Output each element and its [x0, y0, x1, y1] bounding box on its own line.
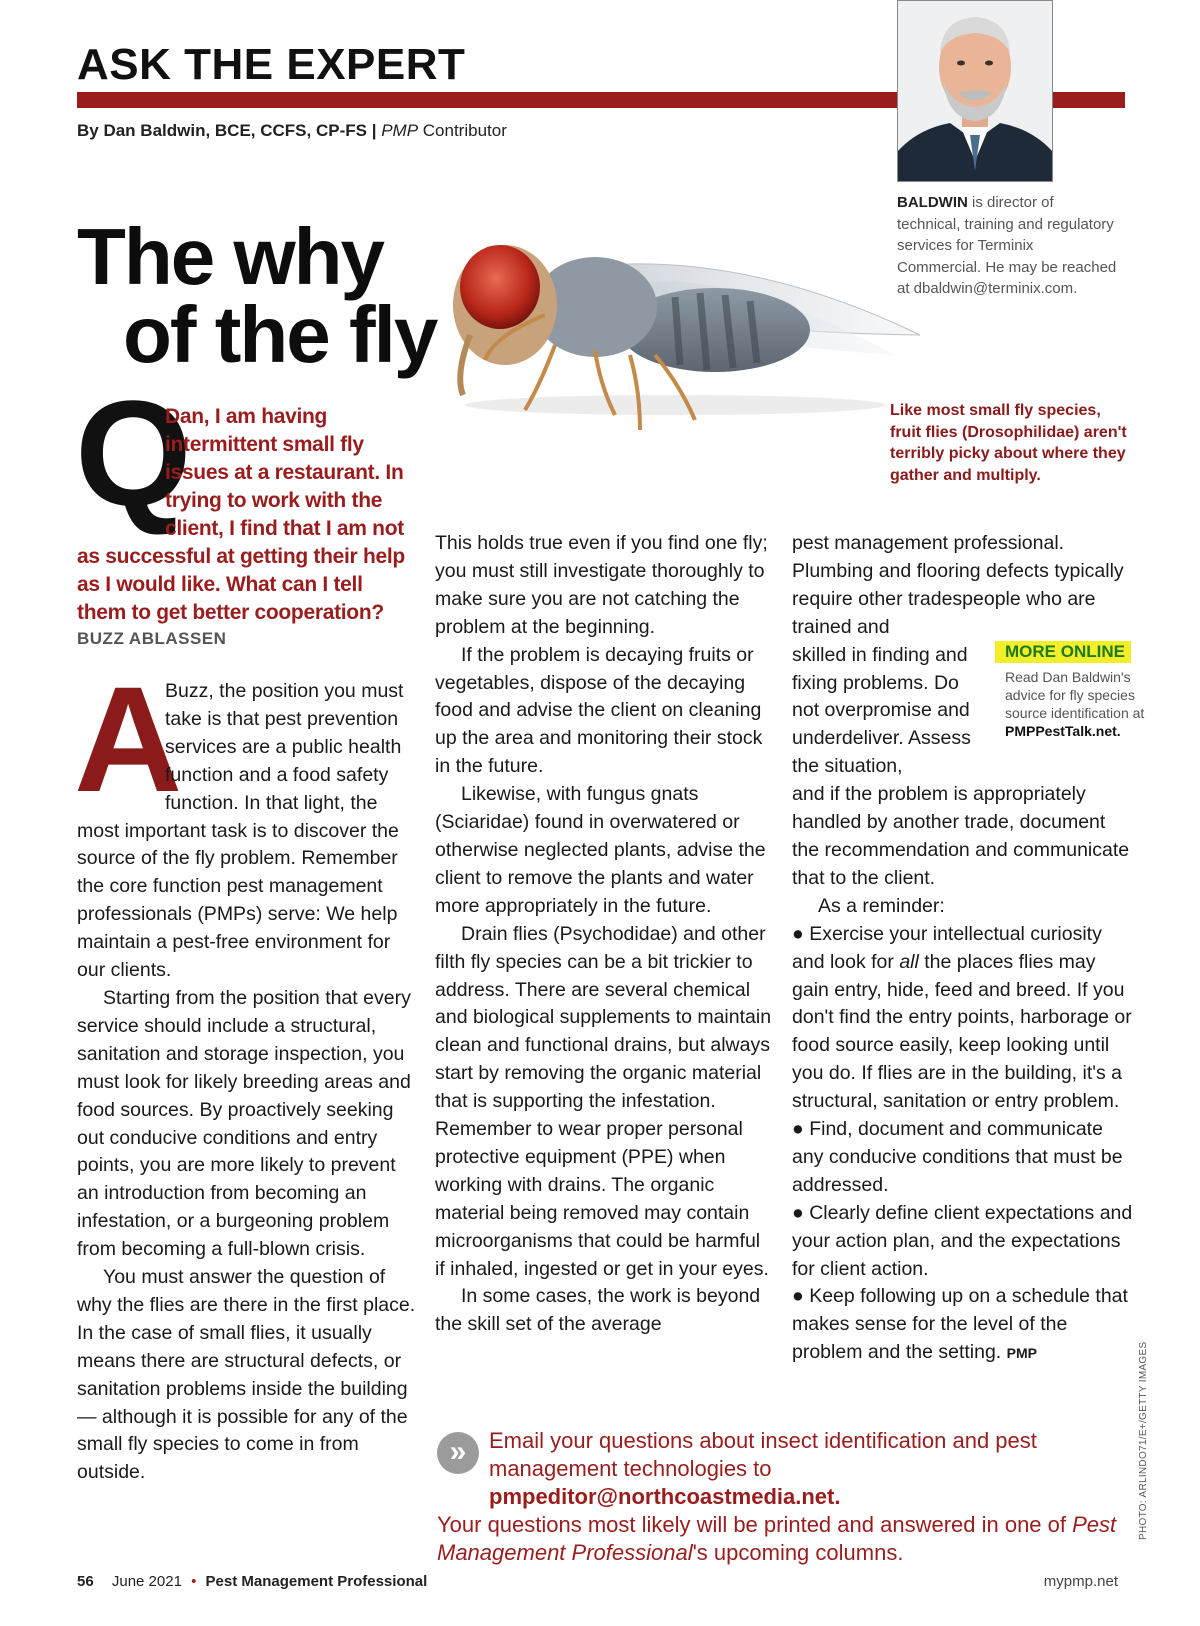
headline-line-1: The why — [77, 212, 384, 301]
fruit-fly-illustration — [425, 215, 925, 445]
email-line-a: Email your questions about insect identification and pest management technologies to pmpeditor@northcoastmedia.net. — [489, 1428, 1037, 1509]
question-dropcap: Q — [75, 369, 192, 537]
footer-site[interactable]: mypmp.net — [1043, 1573, 1118, 1590]
answer-col2-p5: In some cases, the work is beyond the skill set of the average — [435, 1285, 761, 1336]
answer-col2-p3: Likewise, with fungus gnats (Sciaridae) found in overwatered or otherwise neglected plants, advise the client to remove the plants and water more appropriately in the future. — [435, 783, 766, 917]
answer-col3-p1b: and if the problem is appropriately handled by another trade, document the recommendation and communicate that to the client. — [792, 783, 1130, 889]
answer-col1-first: Buzz, the position you must take is that pest prevention services are a public health function and a food safety function. In that light, the — [165, 680, 404, 814]
answer-col2-p2: If the problem is decaying fruits or vegetables, dispose of the decaying food and advise the client on cleaning up the area and monitoring their stock in the future. — [435, 643, 763, 778]
image-caption: Like most small fly species, fruit flies (Drosophilidae) aren't terribly picky about where they gather and multiply. — [890, 402, 1127, 484]
more-online-text: Read Dan Baldwin's advice for fly species source identification at PMPPestTalk.net. — [1005, 669, 1145, 739]
double-chevron-icon: » — [437, 1432, 479, 1474]
author-portrait-image — [898, 1, 1052, 181]
photo-credit: PHOTO: ARLINDO71/E+/GETTY IMAGES — [1138, 1341, 1149, 1540]
question-text — [77, 403, 417, 627]
answer-col3-reminder: As a reminder: — [818, 894, 945, 917]
issue-date: June 2021 — [111, 1573, 182, 1590]
page-number: 56 — [77, 1573, 94, 1590]
author-headshot — [897, 0, 1053, 182]
email-pub-name: Pest Management Professional — [437, 1512, 1117, 1565]
reminder-bullet-1: ● Exercise your intellectual curiosity and look for all the places flies may gain entry, hide, feed and breed. If you don't find the entry points, harborage or food source easily, keep looking until you do. If flies are in the building, it's a structural, sanitation or entry problem. — [792, 921, 1137, 1116]
email-questions-box — [437, 1427, 1117, 1567]
byline-role: Contributor — [422, 121, 507, 140]
more-online-title: MORE ONLINE — [995, 641, 1131, 663]
email-address-link[interactable]: pmpeditor@northcoastmedia.net. — [489, 1484, 841, 1509]
footer-folio — [77, 1573, 427, 1590]
answer-col1-p2: Starting from the position that every service should include a structural, sanitation and storage inspection, you must look for likely breeding areas and food sources. By proactively seeking out conducive conditions and entry points, you are more likely to prevent an introduction from becoming an infestation, or a burgeoning problem from becoming a full-blown crisis. — [77, 986, 411, 1261]
footer-bullet: • — [191, 1573, 197, 1590]
answer-col1-p3: You must answer the question of why the flies are there in the first place. In the case of small flies, it usually means there are structural defects, or sanitation problems inside the building — although it is possible for any of the small fly species to come in from outside. — [77, 1266, 416, 1484]
reminder-bullet-2: ● Find, document and communicate any conducive conditions that must be addressed. — [792, 1116, 1137, 1200]
more-online-box — [995, 641, 1145, 740]
reminder-bullet-3: ● Clearly define client expectations and your action plan, and the expectations for client action. — [792, 1200, 1137, 1284]
fruit-fly-image — [425, 215, 925, 445]
email-line-c: 's upcoming columns. — [692, 1540, 904, 1565]
answer-col1-cont: most important task is to discover the source of the fly problem. Remember the core function pest management professionals (PMPs) serve: We help maintain a pest-free environment for our clients. — [77, 819, 399, 982]
answer-column-1 — [77, 678, 417, 1487]
more-online-link[interactable]: PMPPestTalk.net. — [1005, 723, 1121, 739]
answer-col2-p1: This holds true even if you find one fly; you must still investigate thoroughly to make sure you are not catching the problem at the beginning. — [435, 532, 768, 638]
byline-pub: PMP — [381, 121, 419, 140]
footer-publication: Pest Management Professional — [205, 1573, 428, 1590]
end-mark: PMP — [1006, 1345, 1037, 1362]
article-headline — [77, 212, 437, 379]
answer-dropcap: A — [74, 655, 183, 823]
headline-line-2: of the fly — [123, 290, 437, 379]
answer-col2-p4: Drain flies (Psychodidae) and other filth fly species can be a bit trickier to address. There are several chemical and biological supplements to maintain clean and functional drains, but always start by removing the organic material that is supporting the infestation. Remember to wear proper personal protective equipment (PPE) when working with drains. The organic material being removed may contain microorganisms that could be harmful if inhaled, ingested or get in your eyes. — [435, 922, 772, 1280]
email-line-b: Your questions most likely will be printed and answered in one of — [437, 1512, 1066, 1537]
bio-text: is director of technical, training and regulatory services for Terminix Commercial. He may be reached at dbaldwin@terminix.com. — [897, 194, 1117, 297]
reminder-bullet-4: ● Keep following up on a schedule that makes sense for the level of the problem and the setting. PMP — [792, 1283, 1137, 1368]
question-asker: BUZZ ABLASSEN — [77, 629, 227, 648]
section-title: ASK THE EXPERT — [77, 40, 466, 89]
answer-col3-narrow: skilled in finding and fixing problems. Do not overpromise and underdeliver. Assess the situation, — [792, 643, 971, 778]
answer-col3-p1a: pest management professional. Plumbing and flooring defects typically require other tradespeople who are trained and — [792, 532, 1124, 638]
author-bio — [897, 192, 1117, 300]
byline-name: By Dan Baldwin, BCE, CCFS, CP-FS | — [77, 121, 377, 140]
byline — [77, 121, 507, 141]
question-text-full: as successful at getting their help as I would like. What can I tell them to get better cooperation? — [77, 545, 405, 624]
question-text-indented: Dan, I am having intermittent small fly issues at a restaurant. In trying to work with the client, I find that I am not — [165, 405, 404, 540]
bio-name: BALDWIN — [897, 194, 968, 211]
answer-column-2 — [435, 530, 775, 1339]
reminder-bullet-list — [792, 921, 1137, 1369]
